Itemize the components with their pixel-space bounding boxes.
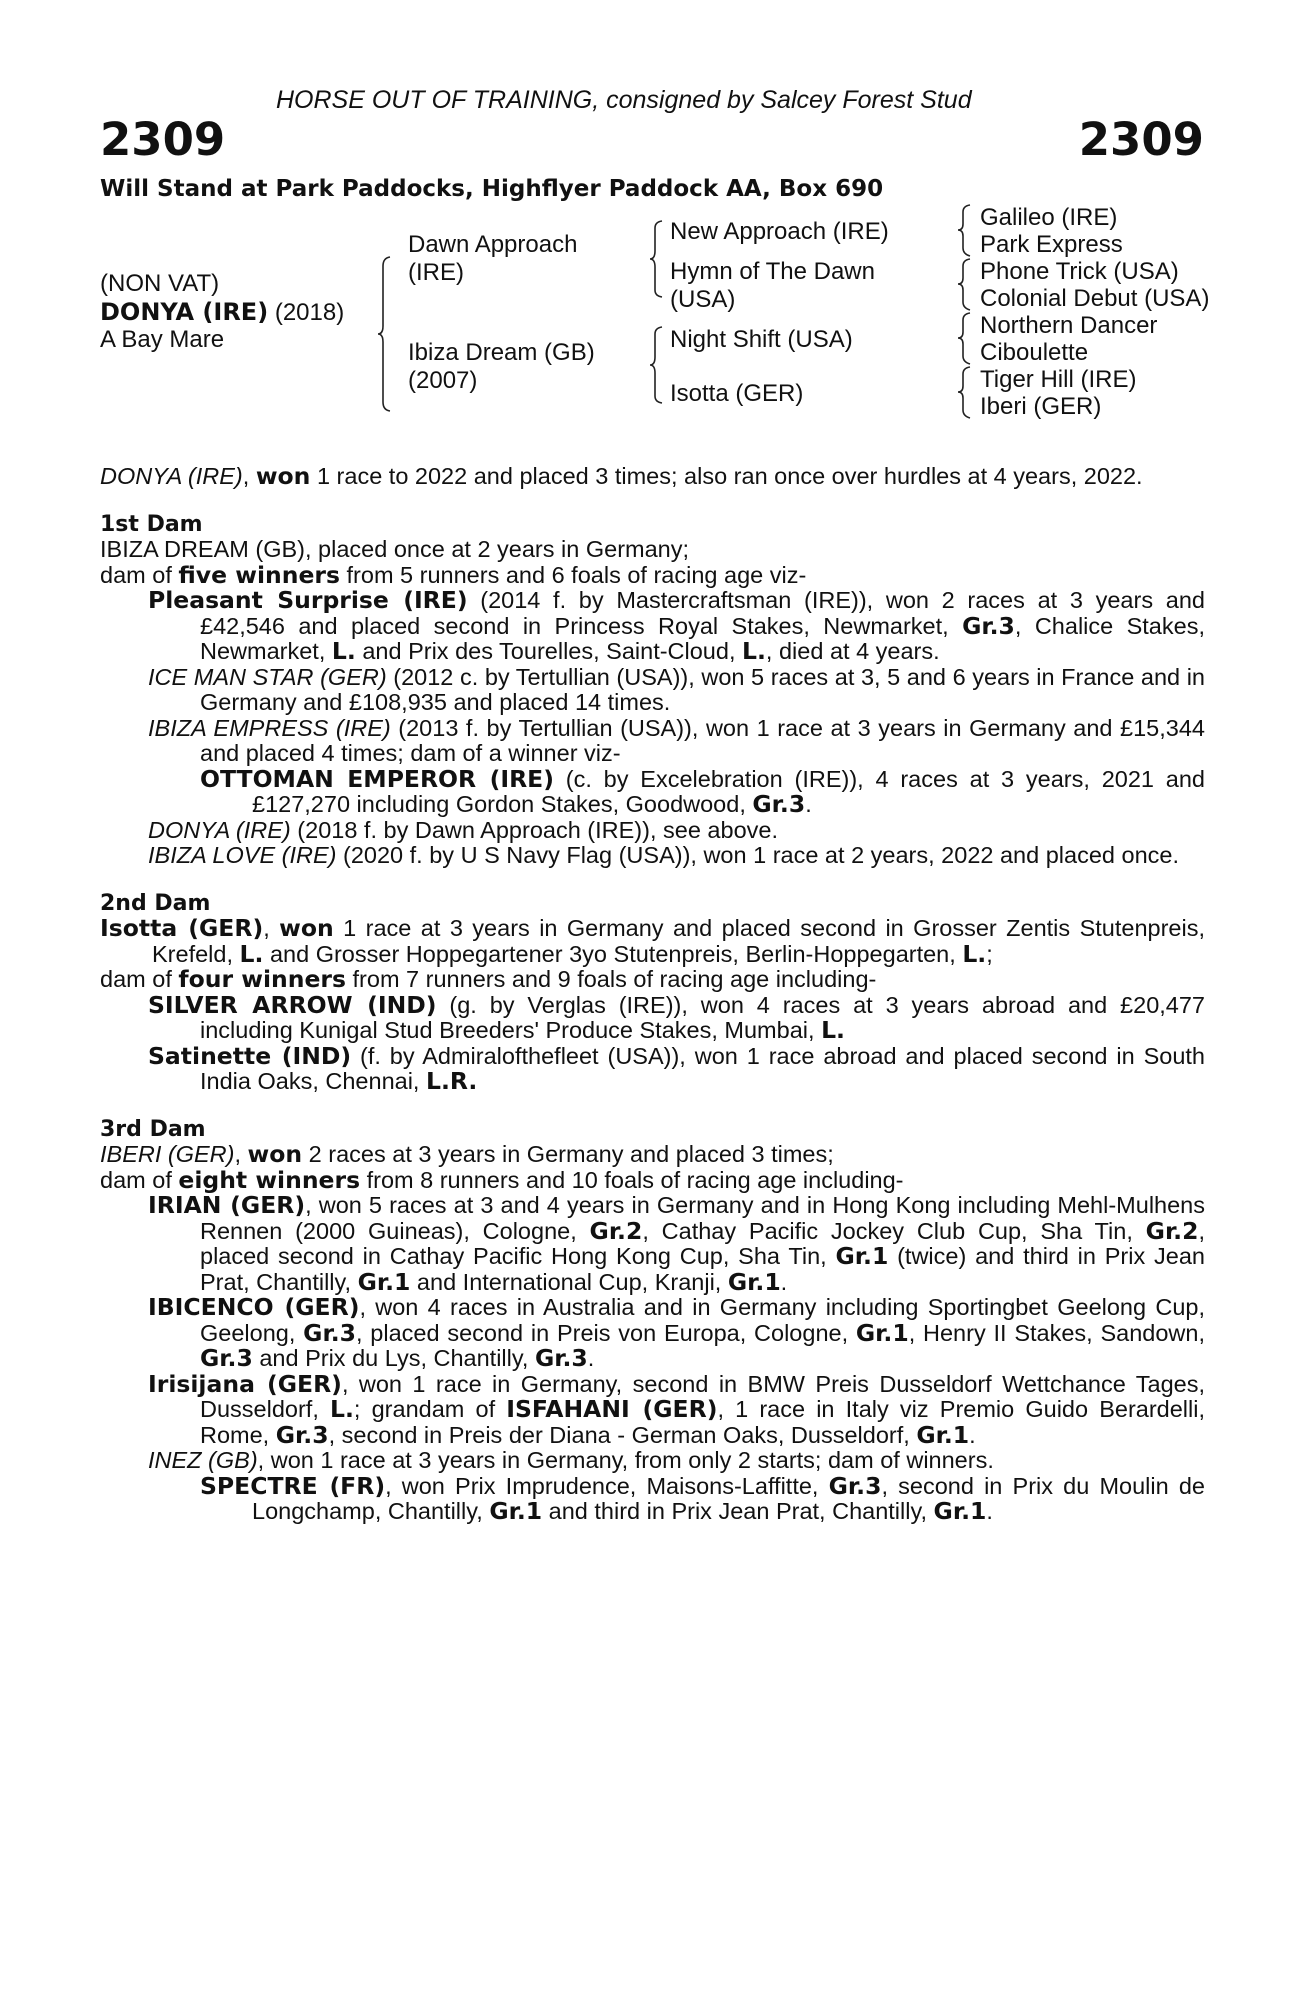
pedigree-bracket-sire xyxy=(650,220,664,298)
pedigree-bracket-g3 xyxy=(958,312,972,366)
pedigree-bracket-g4 xyxy=(958,366,972,420)
grand-sire-2: Phone Trick (USA) xyxy=(980,258,1179,285)
second-dam-record: Isotta (GER), won 1 race at 3 years in Germany and placed second in Grosser Zentis Stutenpreis, Krefeld, L. and Grosser Hoppegartener 3yo Stutenpreis, Berlin-Hoppegarten, L.; xyxy=(100,914,1205,968)
pedigree-bracket-dam xyxy=(650,326,664,404)
second-dam-produce-summary: dam of four winners from 7 runners and 9 foals of racing age including- xyxy=(100,965,877,993)
horse-description: A Bay Mare xyxy=(100,326,225,353)
pedigree-bracket-g2 xyxy=(958,258,972,312)
dam-dam: Isotta (GER) xyxy=(670,380,804,407)
grand-sire-4: Tiger Hill (IRE) xyxy=(980,366,1137,393)
stand-location: Will Stand at Park Paddocks, Highflyer Paddock AA, Box 690 xyxy=(100,176,884,202)
produce-entry: IBIZA EMPRESS (IRE) (2013 f. by Tertullian (USA)), won 1 race at 3 years in Germany and £15,344 and placed 4 times; dam of a winner viz- xyxy=(148,714,1205,766)
produce-entry: SILVER ARROW (IND) (g. by Verglas (IRE)), won 4 races at 3 years abroad and £20,477 including Kunigal Stud Breeders' Produce Stakes, Mumbai, L. xyxy=(148,990,1206,1044)
grand-sire-1: Galileo (IRE) xyxy=(980,204,1118,231)
produce-entry: IRIAN (GER), won 5 races at 3 and 4 years in Germany and in Hong Kong including Mehl-Mulhens Rennen (2000 Guineas), Cologne, Gr.2, Cathay Pacific Jockey Club Cup, Sha Tin, Gr.2, placed second in Cathay Pacific Hong Kong Cup, Sha Tin, Gr.1 (twice) and third in Prix Jean Prat, Chantilly, Gr.1 and International Cup, Kranji, Gr.1. xyxy=(148,1191,1205,1296)
produce-entry: IBIZA LOVE (IRE) (2020 f. by U S Navy Flag (USA)), won 1 race at 2 years, 2022 and placed once. xyxy=(148,842,1179,868)
pedigree-bracket-g1 xyxy=(958,204,972,258)
produce-sub-entry: SPECTRE (FR), won Prix Imprudence, Maisons-Laffitte, Gr.3, second in Prix du Moulin de Longchamp, Chantilly, Gr.1 and third in Prix Jean Prat, Chantilly, Gr.1. xyxy=(200,1471,1205,1525)
grand-dam-3: Ciboulette xyxy=(980,339,1089,366)
dam-sire: Night Shift (USA) xyxy=(670,326,853,353)
dam: Ibiza Dream (GB) (2007) xyxy=(408,339,595,394)
vat-status: (NON VAT) xyxy=(100,270,220,297)
grand-dam-1: Park Express xyxy=(980,231,1123,258)
horse-year: (2018) xyxy=(274,299,345,326)
produce-entry: INEZ (GB), won 1 race at 3 years in Germany, from only 2 starts; dam of winners. xyxy=(148,1447,994,1473)
sire-dam: Hymn of The Dawn (USA) xyxy=(670,258,875,313)
produce-entry: IBICENCO (GER), won 4 races in Australia and in Germany including Sportingbet Geelong Cup, Geelong, Gr.3, placed second in Preis von Europa, Cologne, Gr.1, Henry II Stakes, Sandown, Gr.3 and Prix du Lys, Chantilly, Gr.3. xyxy=(148,1293,1205,1372)
sire-sire: New Approach (IRE) xyxy=(670,218,889,245)
first-dam-record: IBIZA DREAM (GB), placed once at 2 years in Germany; xyxy=(100,536,690,562)
produce-entry: Pleasant Surprise (IRE) (2014 f. by Mastercraftsman (IRE)), won 2 races at 3 years and £42,546 and placed second in Princess Royal Stakes, Newmarket, Gr.3, Chalice Stakes, Newmarket, L. and Prix des Tourelles, Saint-Cloud, L., died at 4 years. xyxy=(148,586,1205,665)
grand-dam-4: Iberi (GER) xyxy=(980,393,1102,420)
first-dam-heading: 1st Dam xyxy=(100,511,203,537)
lot-number-right: 2309 xyxy=(1078,113,1204,166)
third-dam-record: IBERI (GER), won 2 races at 3 years in Germany and placed 3 times; xyxy=(100,1140,834,1168)
horse-name-line xyxy=(100,298,344,327)
catalogue-body xyxy=(100,464,1205,1525)
sire: Dawn Approach (IRE) xyxy=(408,231,578,286)
grand-sire-3: Northern Dancer xyxy=(980,312,1158,339)
third-dam-produce-summary: dam of eight winners from 8 runners and 10 foals of racing age including- xyxy=(100,1165,904,1194)
horse-name: DONYA (IRE) xyxy=(100,298,269,326)
second-dam-heading: 2nd Dam xyxy=(100,890,211,916)
produce-entry: Irisijana (GER), won 1 race in Germany, second in BMW Preis Dusseldorf Wettchance Tages, Dusseldorf, L.; grandam of ISFAHANI (GER), 1 race in Italy viz Premio Guido Berardelli, Rome, Gr.3, second in Preis der Diana - German Oaks, Dusseldorf, Gr.1. xyxy=(148,1369,1206,1449)
pedigree-bracket-main xyxy=(378,256,392,412)
produce-entry: Satinette (IND) (f. by Admiralofthefleet (USA)), won 1 race abroad and placed second in South India Oaks, Chennai, L.R. xyxy=(148,1041,1205,1095)
catalogue-header: HORSE OUT OF TRAINING, consigned by Salcey Forest Stud xyxy=(276,86,972,114)
produce-entry: ICE MAN STAR (GER) (2012 c. by Tertullian (USA)), won 5 races at 3, 5 and 6 years in France and in Germany and £108,935 and placed 14 times. xyxy=(148,663,1205,715)
first-dam-produce-summary: dam of five winners from 5 runners and 6 foals of racing age viz- xyxy=(100,560,807,589)
grand-dam-2: Colonial Debut (USA) xyxy=(980,285,1210,312)
produce-entry: DONYA (IRE) (2018 f. by Dawn Approach (IRE)), see above. xyxy=(148,816,778,843)
lot-number-left: 2309 xyxy=(100,113,226,166)
horse-summary: DONYA (IRE), won 1 race to 2022 and placed 3 times; also ran once over hurdles at 4 years, 2022. xyxy=(100,462,1143,490)
produce-sub-entry: OTTOMAN EMPEROR (IRE) (c. by Excelebration (IRE)), 4 races at 3 years, 2021 and £127,270 including Gordon Stakes, Goodwood, Gr.3. xyxy=(200,764,1205,818)
third-dam-heading: 3rd Dam xyxy=(100,1116,206,1142)
